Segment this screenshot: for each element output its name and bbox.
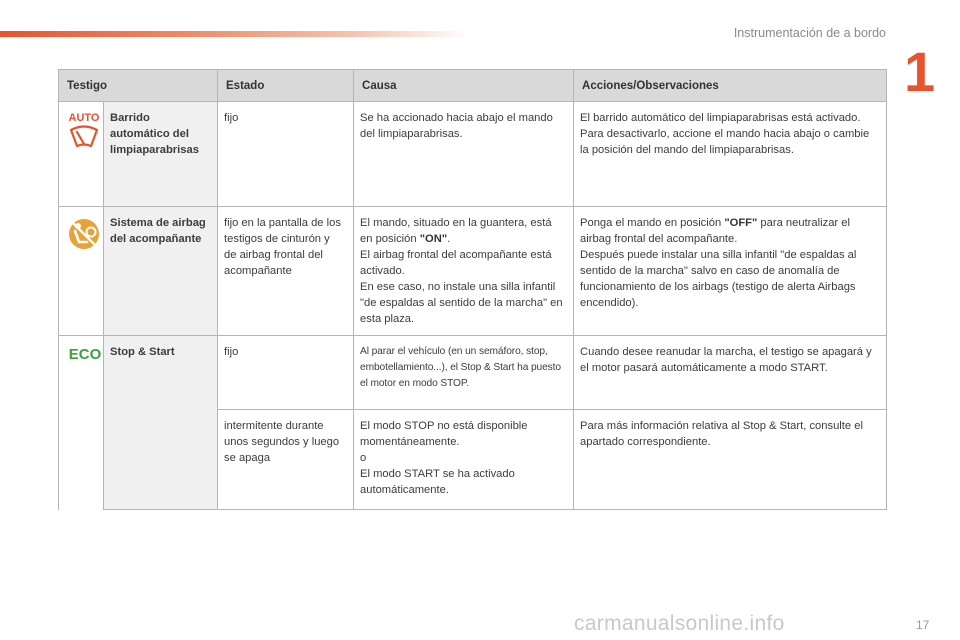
watermark: carmanualsonline.info: [574, 612, 785, 635]
icon-cell: [59, 102, 104, 207]
action-text: Ponga el mando en posición "OFF" para neutralizar el airbag frontal del acompañante.: [580, 217, 850, 245]
passenger-airbag-off-icon: [65, 215, 103, 253]
chapter-number: 1: [904, 40, 936, 103]
cause-cell: [354, 410, 574, 510]
page-number: 17: [916, 618, 930, 632]
action-cell: [574, 207, 887, 336]
eco-icon: [65, 344, 105, 364]
section-title: Instrumentación de a bordo: [733, 26, 886, 40]
icon-cell: [59, 207, 104, 336]
auto-wiper-icon: [65, 110, 103, 152]
column-header-acciones: Acciones/Observaciones: [574, 70, 887, 102]
cause-cell: [354, 207, 574, 336]
indicator-name: Stop & Start: [104, 336, 218, 510]
header-accent-bar: [0, 31, 470, 37]
action-text: Después puede instalar una silla infantil "de espaldas al sentido de la marcha" salvo en caso de anomalía de funcionamiento de los airbags (testigo de alerta Airbags encendido).: [580, 249, 857, 309]
action-text: Para desactivarlo, accione el mando hacia abajo o cambie la posición del mando del limpiaparabrisas.: [580, 128, 870, 156]
table-row: [59, 336, 887, 410]
off-keyword: "OFF": [724, 217, 758, 229]
cause-text: El mando, situado en la guantera, está en posición "ON".: [360, 217, 552, 245]
state-cell: fijo en la pantalla de los testigos de cinturón y de airbag frontal del acompañante: [218, 207, 354, 336]
cause-text: El modo STOP no está disponible momentáneamente.: [360, 420, 528, 448]
action-text: El barrido automático del limpiaparabrisas está activado.: [580, 112, 861, 124]
cause-cell: Se ha accionado hacia abajo el mando del limpiaparabrisas.: [354, 102, 574, 207]
table-header-row: [59, 70, 887, 102]
indicator-name: Barrido automático del limpiaparabrisas: [104, 102, 218, 207]
state-cell: intermitente durante unos segundos y luego se apaga: [218, 410, 354, 510]
cause-text: El modo START se ha activado automáticamente.: [360, 468, 515, 496]
warning-lights-table: [58, 69, 887, 510]
action-cell: [574, 102, 887, 207]
table-row: [59, 207, 887, 336]
cause-text: El airbag frontal del acompañante está activado.: [360, 249, 552, 277]
on-keyword: "ON": [419, 233, 448, 245]
state-cell: fijo: [218, 102, 354, 207]
column-header-testigo: Testigo: [59, 70, 218, 102]
auto-icon-label: AUTO: [68, 112, 100, 124]
state-cell: fijo: [218, 336, 354, 410]
column-header-estado: Estado: [218, 70, 354, 102]
cause-cell: Al parar el vehículo (en un semáforo, stop, embotellamiento...), el Stop & Start ha puesto el motor en modo STOP.: [354, 336, 574, 410]
action-cell: Cuando desee reanudar la marcha, el testigo se apagará y el motor pasará automáticamente a modo START.: [574, 336, 887, 410]
action-cell: Para más información relativa al Stop & Start, consulte el apartado correspondiente.: [574, 410, 887, 510]
indicator-name: Sistema de airbag del acompañante: [104, 207, 218, 336]
column-header-causa: Causa: [354, 70, 574, 102]
icon-cell: [59, 336, 104, 510]
cause-text: En ese caso, no instale una silla infantil "de espaldas al sentido de la marcha" en esta plaza.: [360, 281, 563, 325]
eco-icon-label: ECO: [68, 346, 102, 363]
table-row: [59, 102, 887, 207]
cause-text: o: [360, 452, 367, 464]
